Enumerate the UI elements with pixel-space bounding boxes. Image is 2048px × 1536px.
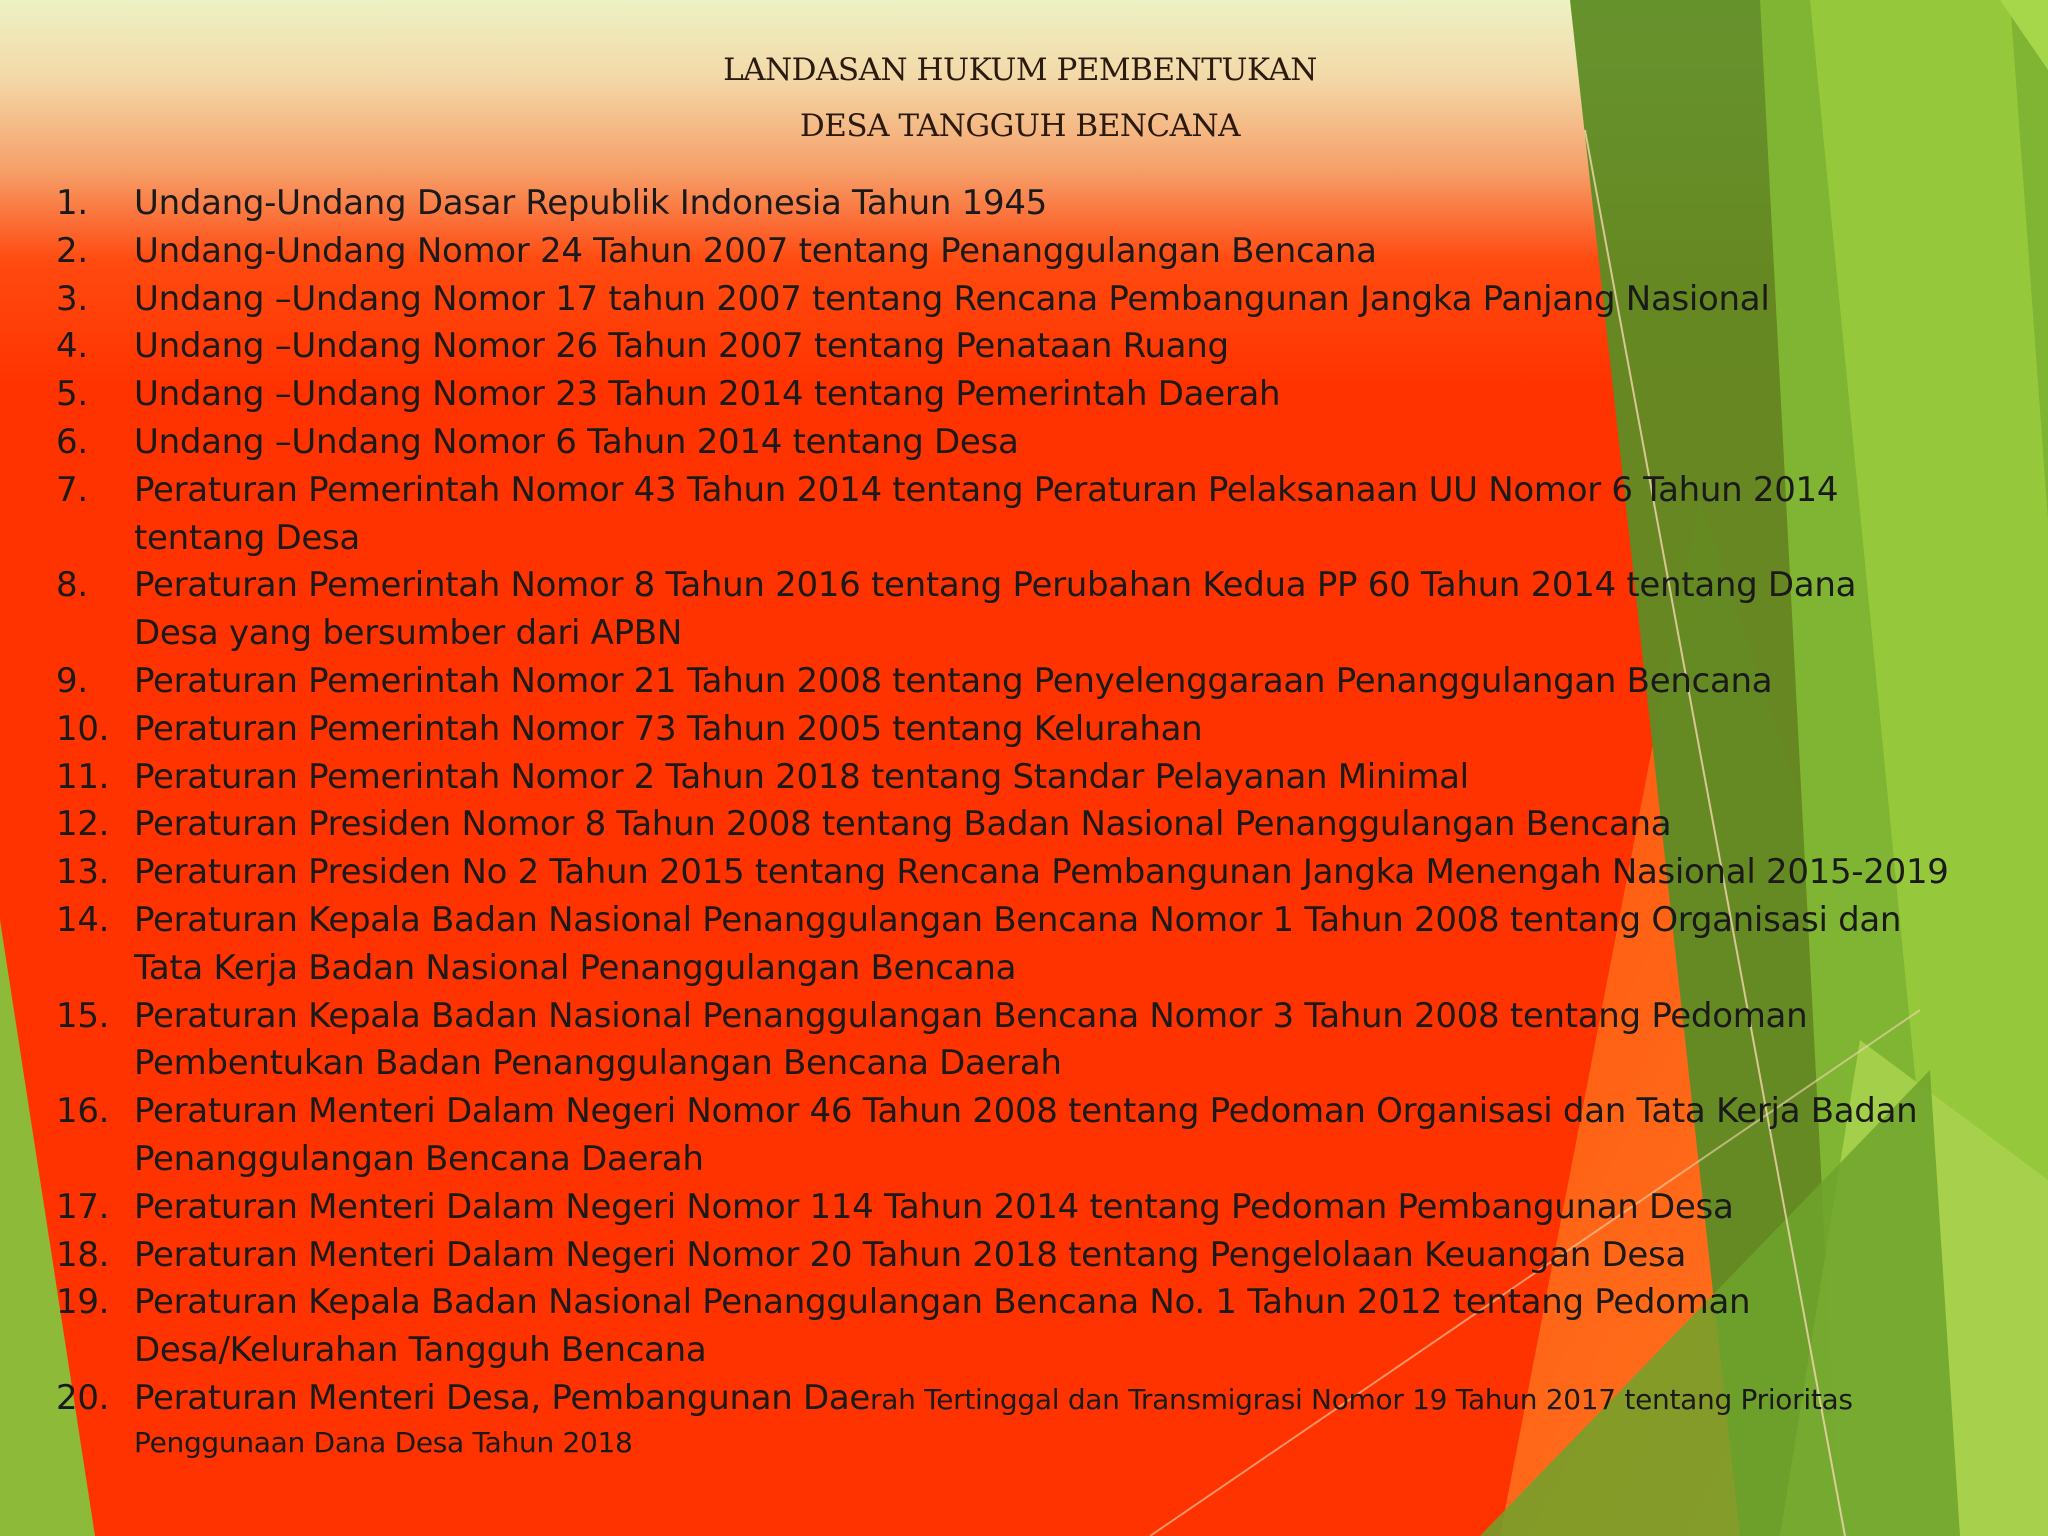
list-item-number: 18. xyxy=(56,1234,110,1275)
list-item-number: 6. xyxy=(56,421,88,462)
list-item-number: 17. xyxy=(56,1186,110,1227)
list-item xyxy=(56,658,2016,706)
list-item xyxy=(56,1184,2016,1232)
list-item xyxy=(56,276,2016,324)
list-item-number: 12. xyxy=(56,804,110,845)
list-item-text: Peraturan Pemerintah Nomor 73 Tahun 2005 tentang Kelurahan xyxy=(134,708,1203,749)
list-item xyxy=(56,1232,2016,1280)
list-item-number: 7. xyxy=(56,469,88,510)
list-item-number: 16. xyxy=(56,1091,110,1132)
list-item xyxy=(56,897,2016,993)
list-item-number: 19. xyxy=(56,1282,110,1323)
list-item-number: 2. xyxy=(56,230,88,271)
list-item-number: 15. xyxy=(56,995,110,1036)
slide-title xyxy=(520,42,1520,154)
list-item-number: 5. xyxy=(56,374,88,415)
list-item-text: Undang –Undang Nomor 23 Tahun 2014 tentang Pemerintah Daerah xyxy=(134,374,1281,415)
list-item-text: Undang-Undang Nomor 24 Tahun 2007 tentang Penanggulangan Bencana xyxy=(134,230,1377,271)
list-item-text: Peraturan Presiden Nomor 8 Tahun 2008 tentang Badan Nasional Penanggulangan Bencana xyxy=(134,804,1672,845)
list-item-text: Undang –Undang Nomor 17 tahun 2007 tentang Rencana Pembangunan Jangka Panjang Nasional xyxy=(134,278,1770,319)
list-item xyxy=(56,323,2016,371)
list-item-text: Undang-Undang Dasar Republik Indonesia Tahun 1945 xyxy=(134,183,1047,223)
list-item xyxy=(56,706,2016,754)
list-item-text: Undang –Undang Nomor 26 Tahun 2007 tentang Penataan Ruang xyxy=(134,326,1229,367)
list-item-text: Peraturan Pemerintah Nomor 2 Tahun 2018 tentang Standar Pelayanan Minimal xyxy=(134,756,1469,797)
list-item-continuation: Penggunaan Dana Desa Tahun 2018 xyxy=(134,1425,633,1459)
list-item-text: Peraturan Kepala Badan Nasional Penanggulangan Bencana Nomor 1 Tahun 2008 tentang Organisasi dan xyxy=(134,899,1902,940)
list-item-number: 11. xyxy=(56,756,110,797)
list-item-number: 10. xyxy=(56,708,110,749)
list-item xyxy=(56,801,2016,849)
list-item xyxy=(56,993,2016,1089)
list-item-number: 8. xyxy=(56,565,88,606)
list-item xyxy=(56,371,2016,419)
list-item-text: Peraturan Menteri Dalam Negeri Nomor 114 Tahun 2014 tentang Pedoman Pembangunan Desa xyxy=(134,1186,1734,1227)
list-item-continuation: Pembentukan Badan Penanggulangan Bencana Daerah xyxy=(134,1043,1062,1084)
legal-basis-list xyxy=(56,180,2016,1462)
list-item xyxy=(56,467,2016,563)
list-item-continuation: Penanggulangan Bencana Daerah xyxy=(134,1138,704,1179)
list-item-text: Peraturan Menteri Dalam Negeri Nomor 20 Tahun 2018 tentang Pengelolaan Keuangan Desa xyxy=(134,1234,1686,1275)
list-item-continuation: Desa yang bersumber dari APBN xyxy=(134,613,682,654)
list-item-number: 3. xyxy=(56,278,88,319)
list-item-text xyxy=(134,1375,2016,1424)
list-item xyxy=(56,1375,2016,1462)
list-item-continuation: tentang Desa xyxy=(134,517,360,558)
title-line-1: LANDASAN HUKUM PEMBENTUKAN xyxy=(723,52,1317,88)
list-item-continuation: Desa/Kelurahan Tangguh Bencana xyxy=(134,1330,707,1371)
list-item-text: Peraturan Pemerintah Nomor 43 Tahun 2014 tentang Peraturan Pelaksanaan UU Nomor 6 Tahun 2014 xyxy=(134,469,1839,510)
list-item xyxy=(56,228,2016,276)
list-item-text: Peraturan Kepala Badan Nasional Penanggulangan Bencana No. 1 Tahun 2012 tentang Pedoman xyxy=(134,1282,1751,1323)
list-item-number: 4. xyxy=(56,326,88,367)
list-item-text: Undang –Undang Nomor 6 Tahun 2014 tentang Desa xyxy=(134,421,1019,462)
list-item xyxy=(56,754,2016,802)
list-item-number: 9. xyxy=(56,660,88,701)
title-line-2: DESA TANGGUH BENCANA xyxy=(799,108,1241,144)
list-item-number: 14. xyxy=(56,899,110,940)
list-item-text-small: rah Tertinggal dan Transmigrasi Nomor 19 Tahun 2017 tentang Prioritas xyxy=(870,1382,1853,1416)
list-item-number: 20. xyxy=(56,1377,110,1418)
list-item-text: Peraturan Menteri Dalam Negeri Nomor 46 Tahun 2008 tentang Pedoman Organisasi dan Tata Kerja Badan xyxy=(134,1091,1918,1132)
list-item-number: 1. xyxy=(56,183,88,223)
list-item xyxy=(56,180,2016,228)
list-item-text: Peraturan Presiden No 2 Tahun 2015 tentang Rencana Pembangunan Jangka Menengah Nasional 2015-2019 xyxy=(134,852,1949,893)
list-item-text: Peraturan Pemerintah Nomor 8 Tahun 2016 tentang Perubahan Kedua PP 60 Tahun 2014 tentang Dana xyxy=(134,565,1857,606)
list-item-text-large: Peraturan Menteri Desa, Pembangunan Dae xyxy=(134,1377,871,1418)
list-item xyxy=(56,562,2016,658)
list-item xyxy=(56,849,2016,897)
list-item xyxy=(56,419,2016,467)
list-item-continuation: Tata Kerja Badan Nasional Penanggulangan Bencana xyxy=(134,947,1017,988)
list-item xyxy=(56,1279,2016,1375)
list-item xyxy=(56,1088,2016,1184)
list-item-text: Peraturan Pemerintah Nomor 21 Tahun 2008 tentang Penyelenggaraan Penanggulangan Bencana xyxy=(134,660,1773,701)
list-item-number: 13. xyxy=(56,852,110,893)
list-item-text: Peraturan Kepala Badan Nasional Penanggulangan Bencana Nomor 3 Tahun 2008 tentang Pedoman xyxy=(134,995,1808,1036)
